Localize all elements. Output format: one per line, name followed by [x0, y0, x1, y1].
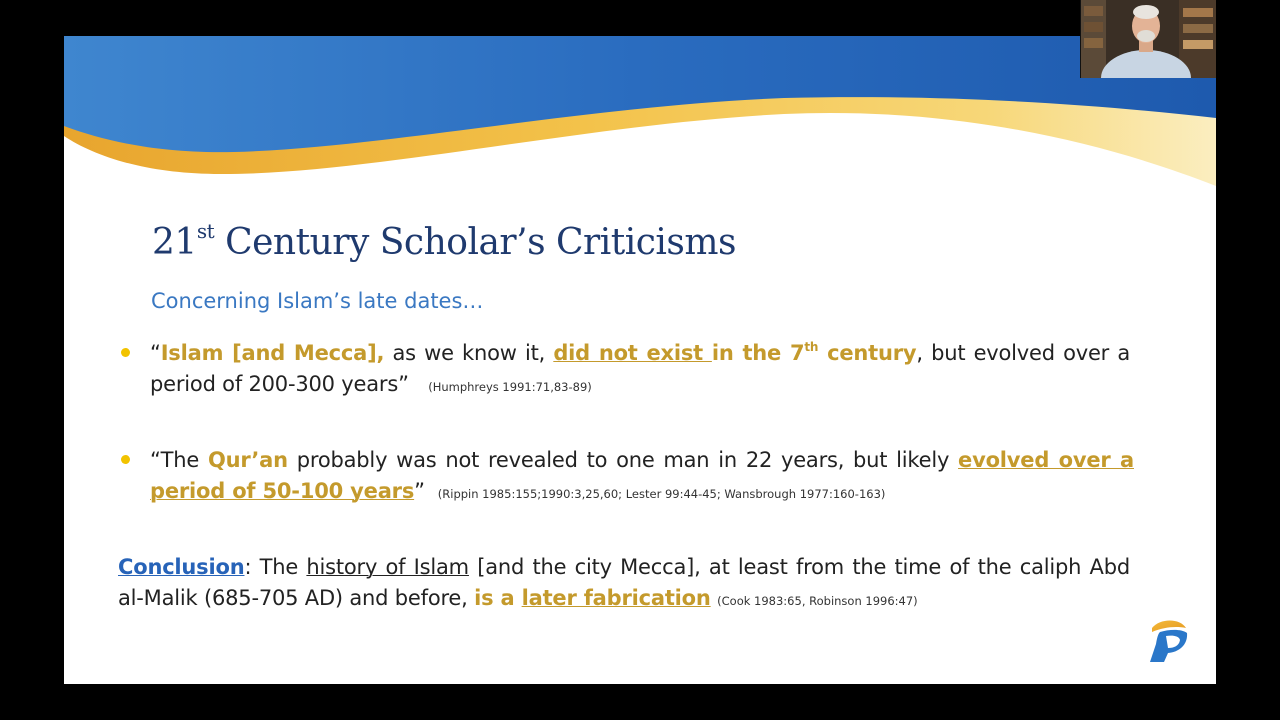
title-number: 21 — [152, 222, 197, 263]
ordinal-th: th — [804, 340, 819, 354]
slide-header-banner — [64, 36, 1216, 196]
bullet-humphreys — [150, 338, 1130, 403]
open-quote: “ — [150, 341, 161, 365]
highlight-quran: Qur’an — [207, 448, 288, 472]
citation-humphreys: (Humphreys 1991:71,83-89) — [428, 380, 592, 394]
bullet-icon — [121, 455, 130, 464]
comma: , — [376, 341, 385, 365]
conclusion-text-b: [and the city Mecca], at least from the time of the caliph Abd al-Malik (685-705 AD) and before, — [118, 555, 1130, 610]
history-of-islam: history of Islam — [306, 555, 469, 579]
presenter-webcam — [1080, 0, 1216, 78]
highlight-century: century — [818, 341, 917, 365]
citation-rippin: (Rippin 1985:155;1990:3,25,60; Lester 99:44-45; Wansbrough 1977:160-163) — [437, 487, 886, 501]
bullet2-text-b: probably was not revealed to one man in 22 years, but likely — [287, 448, 959, 472]
presenter-video-frame — [1081, 0, 1216, 78]
conclusion-paragraph — [118, 552, 1130, 617]
slide-title — [152, 219, 736, 263]
company-logo-icon — [1146, 616, 1190, 662]
highlight-later-fabrication: later fabrication — [521, 586, 711, 610]
close-quote: ” — [414, 479, 425, 503]
slide-subtitle: Concerning Islam’s late dates… — [151, 289, 484, 313]
title-text: Century Scholar’s Criticisms — [225, 222, 736, 263]
bullet-quran — [150, 445, 1134, 510]
conclusion-label: Conclusion — [118, 555, 245, 579]
bullet1-text-a: as we know it, — [384, 341, 554, 365]
highlight-islam-mecca: Islam [and Mecca] — [160, 341, 377, 365]
conclusion-text-a: : The — [244, 555, 307, 579]
highlight-evolved: evolved over a period of 50-100 years — [150, 448, 1134, 503]
bullet-icon — [121, 348, 130, 357]
highlight-did-not-exist: did not exist — [553, 341, 712, 365]
bullet1-text-b: , but evolved over a period of 200-300 years” — [150, 341, 1130, 396]
title-ordinal: st — [196, 219, 215, 243]
highlight-is-a: is a — [474, 586, 522, 610]
presentation-slide — [64, 36, 1216, 684]
citation-cook: (Cook 1983:65, Robinson 1996:47) — [717, 594, 918, 608]
highlight-in-the-7: in the 7 — [711, 341, 805, 365]
bullet2-text-a: “The — [150, 448, 208, 472]
